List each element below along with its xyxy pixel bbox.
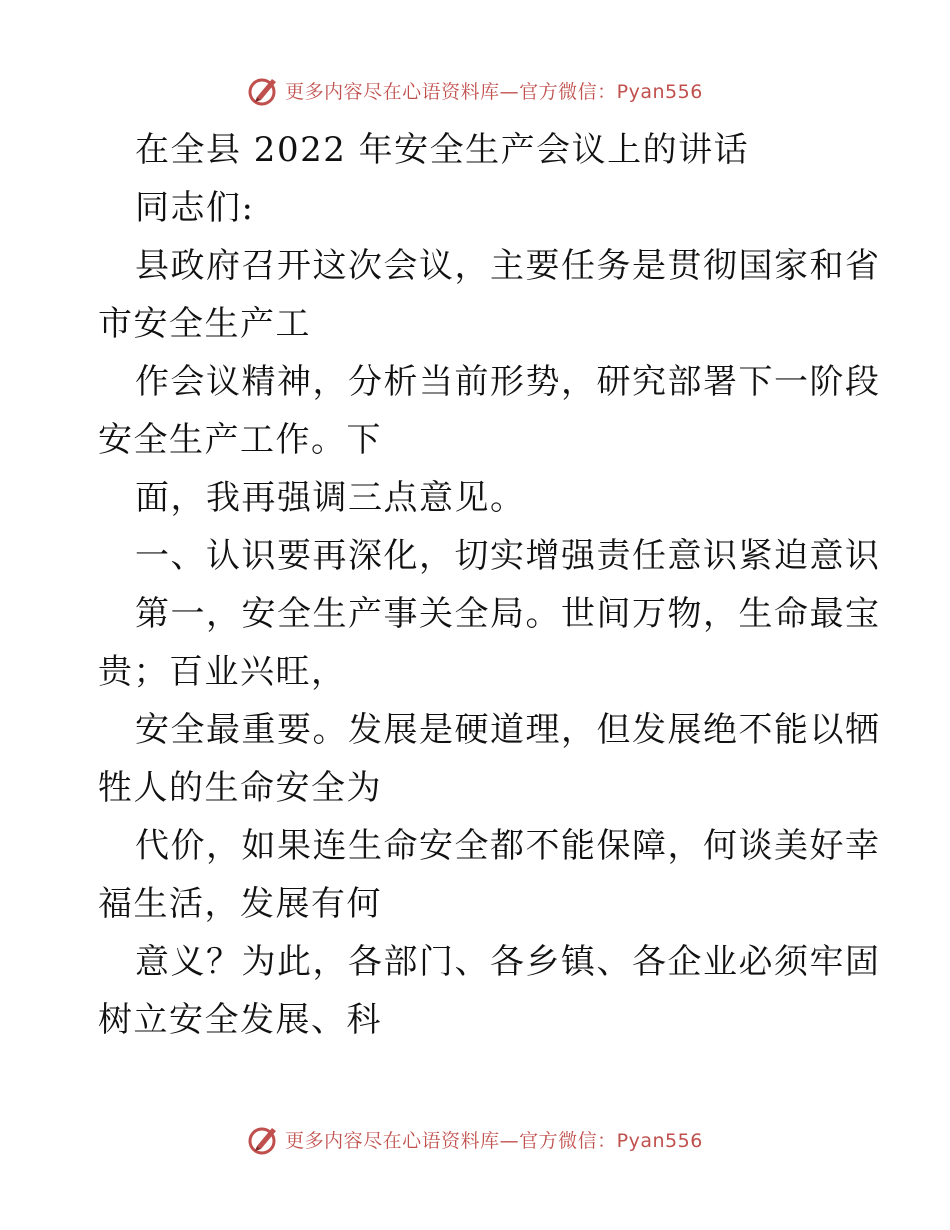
paragraph-line: 安全生产工作。下	[98, 420, 382, 460]
header-banner	[0, 70, 950, 110]
paragraph-line: 意义？为此，各部门、各乡镇、各企业必须牢固	[135, 942, 881, 982]
paragraph-line: 市安全生产工	[98, 304, 311, 344]
footer-banner	[0, 1119, 950, 1159]
pen-logo-icon	[247, 1122, 281, 1156]
document-title: 在全县 2022 年安全生产会议上的讲话	[135, 130, 750, 170]
pen-logo-icon	[247, 73, 281, 107]
paragraph-line: 面，我再强调三点意见。	[135, 478, 526, 518]
paragraph-line: 贵；百业兴旺，	[98, 652, 347, 692]
paragraph-line: 福生活，发展有何	[98, 884, 382, 924]
paragraph-line: 第一，安全生产事关全局。世间万物，生命最宝	[135, 594, 881, 634]
paragraph-line: 牲人的生命安全为	[98, 768, 382, 808]
salutation: 同志们:	[135, 188, 255, 228]
header-banner-text: 更多内容尽在心语资料库—官方微信：Pyan556	[285, 80, 703, 103]
footer-banner-text: 更多内容尽在心语资料库—官方微信：Pyan556	[285, 1129, 703, 1152]
paragraph-line: 树立安全发展、科	[98, 1000, 382, 1040]
section-heading: 一、认识要再深化，切实增强责任意识紧迫意识	[135, 536, 881, 576]
paragraph-line: 代价，如果连生命安全都不能保障，何谈美好幸	[135, 826, 881, 866]
paragraph-line: 县政府召开这次会议，主要任务是贯彻国家和省	[135, 246, 881, 286]
paragraph-line: 作会议精神，分析当前形势，研究部署下一阶段	[135, 362, 881, 402]
paragraph-line: 安全最重要。发展是硬道理，但发展绝不能以牺	[135, 710, 881, 750]
